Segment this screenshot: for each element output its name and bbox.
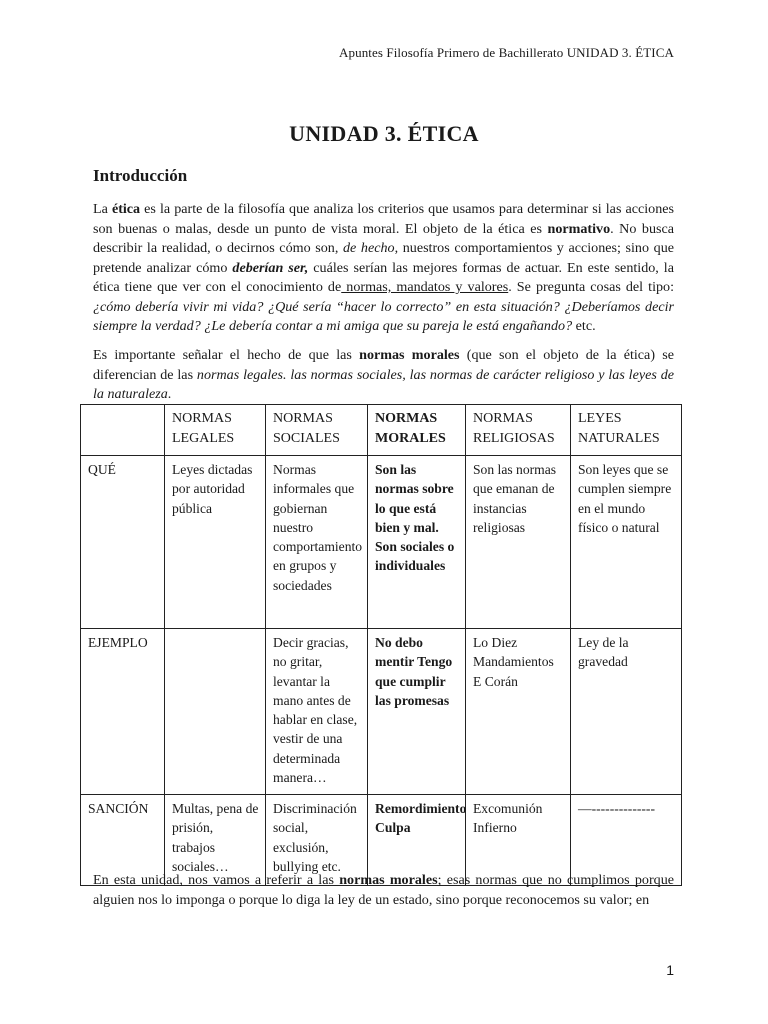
term-normas-morales-2: normas morales (339, 872, 438, 888)
table-header-row (81, 405, 682, 456)
closing-paragraph: En esta unidad, nos vamos a referir a las normas morales; esas normas que no cumplimos porque alguien nos lo imponga o porque lo diga la ley de un estado, sino porque reconocemos su valor; en (93, 872, 675, 908)
table-header-cell (81, 405, 165, 456)
table-cell: Normas informales que gobiernan nuestro comportamiento en grupos y sociedades (266, 456, 368, 629)
term-de-hecho: de hecho (342, 240, 395, 256)
norms-comparison-table (80, 404, 682, 886)
table-cell: —-------------- (571, 795, 682, 886)
term-etica: ética (111, 201, 141, 217)
table-header-cell: NORMAS MORALES (368, 405, 466, 456)
table-header-cell: LEYES NATURALES (571, 405, 682, 456)
page-title: UNIDAD 3. ÉTICA (289, 121, 479, 146)
page-number: 1 (666, 962, 674, 978)
running-header: Apuntes Filosofía Primero de Bachillerato UNIDAD 3. ÉTICA (339, 45, 674, 60)
norm-types-list: normas legales. las normas sociales, las normas de carácter religioso y las leyes de la naturaleza (93, 366, 674, 402)
term-normativo: normativo (547, 220, 611, 237)
term-normas-morales: normas morales (359, 347, 460, 363)
table-cell (165, 629, 266, 795)
table-row-label: SANCIÓN (81, 795, 165, 886)
table-cell: Excomunión Infierno (466, 795, 571, 886)
table-cell: Son las normas sobre lo que está bien y mal. Son sociales o individuales (368, 456, 466, 629)
table-row (81, 629, 682, 795)
table-cell: Leyes dictadas por autoridad pública (165, 456, 266, 629)
table-row-label: EJEMPLO (81, 629, 165, 795)
term-normas-mandatos-valores: normas, mandatos y valores (341, 279, 509, 295)
table-cell: No debo mentir Tengo que cumplir las promesas (368, 629, 466, 795)
table-cell: Remordimiento Culpa (368, 795, 466, 886)
example-questions: ¿cómo debería vivir mi vida? ¿Qué sería “hacer lo correcto” en esta situación? ¿Deberíamos decir siempre la verdad? ¿Le debería contar a mi amiga que su pareja le está engañando? (93, 298, 674, 334)
table-cell: Multas, pena de prisión, trabajos sociales… (165, 795, 266, 886)
table-cell: Ley de la gravedad (571, 629, 682, 795)
intro-paragraph: La ética es la parte de la filosofía que analiza los criterios que usamos para determinar si las acciones son buenas o malas, desde un punto de vista moral. El objeto de la ética es normativo. No busca describir la realidad, o decirnos cómo son, de hecho, nuestros comportamientos y acciones; sino que pretende analizar cómo deberían ser, cuáles serían las mejores formas de actuar. En este sentido, la ética tiene que ver con el conocimiento de normas, mandatos y valores. Se pregunta cosas del tipo: ¿cómo debería vivir mi vida? ¿Qué sería “hacer lo correcto” en esta situación? ¿Deberíamos decir siempre la verdad? ¿Le debería contar a mi amiga que su pareja le está engañando? etc. (93, 201, 675, 334)
table-header-cell: NORMAS SOCIALES (266, 405, 368, 456)
table-cell: Discriminación social, exclusión, bullying etc. (266, 795, 368, 886)
table-cell: Decir gracias, no gritar, levantar la mano antes de hablar en clase, vestir de una determinada manera… (266, 629, 368, 795)
section-heading: Introducción (93, 166, 188, 185)
table-row-label: QUÉ (81, 456, 165, 629)
table-cell: Son las normas que emanan de instancias religiosas (466, 456, 571, 629)
table-cell: Son leyes que se cumplen siempre en el mundo físico o natural (571, 456, 682, 629)
table-cell: Lo Diez Mandamientos E Corán (466, 629, 571, 795)
table-header-cell: NORMAS RELIGIOSAS (466, 405, 571, 456)
table-header-cell: NORMAS LEGALES (165, 405, 266, 456)
table-row (81, 456, 682, 629)
norms-paragraph: Es importante señalar el hecho de que las normas morales (que son el objeto de la ética) se diferencian de las normas legales. las normas sociales, las normas de carácter religioso y las leyes de la naturaleza. (93, 347, 674, 402)
term-deberian-ser: deberían ser, (232, 259, 309, 276)
